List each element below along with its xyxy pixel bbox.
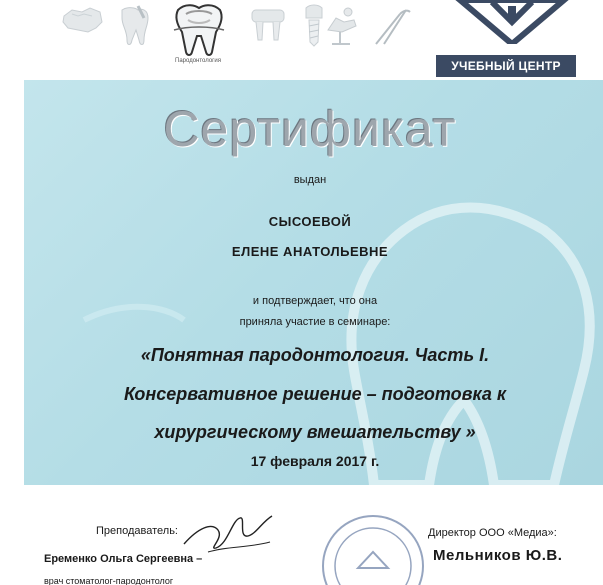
seminar-title-line-2: Консервативное решение – подготовка к bbox=[124, 384, 506, 404]
dental-chair-icon bbox=[322, 4, 362, 48]
director-label: Директор ООО «Медиа»: bbox=[428, 527, 557, 539]
signature-icon bbox=[178, 508, 278, 563]
recipient-names: ЕЛЕНЕ АНАТОЛЬЕВНЕ bbox=[231, 244, 389, 259]
logo-mark bbox=[452, 0, 570, 44]
teacher-name: Еременко Ольга Сергеевна – bbox=[44, 553, 203, 565]
periodontal-tooth-icon bbox=[168, 0, 230, 58]
certificate-title: Сертификат bbox=[163, 101, 457, 157]
teacher-label: Преподаватель: bbox=[96, 525, 178, 537]
dental-bridge-icon bbox=[248, 4, 288, 46]
header-icon-strip bbox=[0, 0, 603, 78]
dental-tools-icon bbox=[370, 4, 414, 48]
map-icon bbox=[60, 4, 106, 38]
issued-to-label: выдан bbox=[293, 174, 327, 186]
seminar-title-line-1: «Понятная пародонтология. Часть I. bbox=[140, 345, 490, 365]
recipient-surname: СЫСОЕВОЙ bbox=[268, 214, 352, 229]
training-center-badge: УЧЕБНЫЙ ЦЕНТР bbox=[436, 55, 576, 77]
confirmation-line-1: и подтверждает, что она bbox=[252, 295, 378, 307]
teacher-role: врач стоматолог-пародонтолог bbox=[44, 576, 174, 585]
tooth-hand-icon bbox=[114, 4, 154, 50]
director-name: Мельников Ю.В. bbox=[433, 547, 563, 564]
icon-caption: Пародонтология bbox=[175, 58, 221, 64]
stamp-icon bbox=[318, 506, 428, 585]
seminar-date: 17 февраля 2017 г. bbox=[250, 453, 380, 469]
seminar-title-line-3: хирургическому вмешательству » bbox=[154, 422, 476, 442]
confirmation-line-2: приняла участие в семинаре: bbox=[239, 316, 391, 328]
